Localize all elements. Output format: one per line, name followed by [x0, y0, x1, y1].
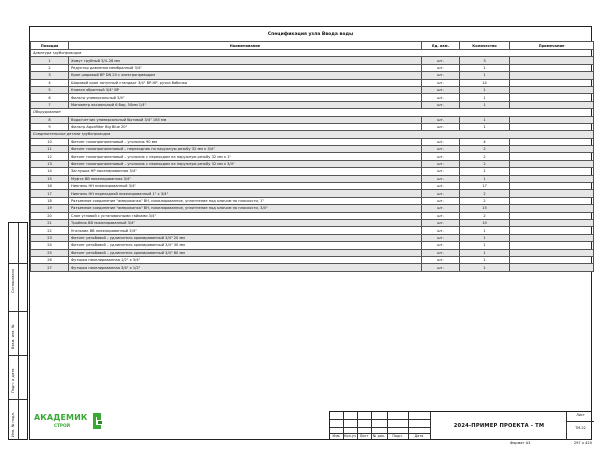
table-row — [31, 205, 594, 212]
table-row — [31, 219, 594, 226]
table-row — [31, 94, 594, 101]
cell-qty: 1 — [460, 249, 510, 256]
cell-name: Футорка никелированная 3/4" x 1/2" — [69, 264, 422, 271]
table-row — [31, 138, 594, 145]
cell-pos: 16 — [31, 183, 69, 190]
table-row — [31, 249, 594, 256]
cell-note — [510, 249, 594, 256]
stamp-label-signature: Подп. и дата — [11, 368, 15, 393]
cell-name: Клапан обратный 3/4" ВР — [69, 86, 422, 93]
cell-unit: шт. — [422, 160, 460, 167]
cell-name: Фитинг резьбовой – удлинитель хромированный 3/4" 30 мм — [69, 242, 422, 249]
cell-qty: 2 — [460, 153, 510, 160]
logo-word-sub: СТРОЙ — [54, 423, 71, 428]
tb-header-doc: № док. — [372, 434, 386, 438]
cell-pos: 27 — [31, 264, 69, 271]
cell-pos: 15 — [31, 175, 69, 182]
section-title: Арматура трубопроводов — [31, 50, 594, 57]
cell-pos: 22 — [31, 227, 69, 234]
cell-pos: 26 — [31, 256, 69, 263]
cell-name: Фитинг резьбовой – удлинитель хромированный 3/4" 20 мм — [69, 234, 422, 241]
cell-qty: 1 — [460, 123, 510, 130]
cell-qty: 1 — [460, 101, 510, 108]
cell-note — [510, 160, 594, 167]
cell-name: Разъемное соединение "американка" ВН, никелированное, уплотнение под ключом по плоскости, 1" — [69, 197, 422, 204]
cell-pos: 14 — [31, 168, 69, 175]
cell-qty: 1 — [460, 234, 510, 241]
table-row — [31, 264, 594, 271]
cell-name: Футорка никелированная 1/2" x 3/4" — [69, 256, 422, 263]
cell-unit: шт. — [422, 86, 460, 93]
table-row — [31, 153, 594, 160]
spec-section-row — [31, 109, 594, 116]
tb-header-count: Кол.уч — [344, 434, 356, 438]
cell-unit: шт. — [422, 138, 460, 145]
cell-qty: 1 — [460, 242, 510, 249]
cell-unit: шт. — [422, 242, 460, 249]
cell-unit: шт. — [422, 227, 460, 234]
cell-pos: 7 — [31, 101, 69, 108]
cell-unit: шт. — [422, 57, 460, 64]
cell-name: Слон угловой с установочными гайками 3/4" — [69, 212, 422, 219]
table-row — [31, 160, 594, 167]
cell-note — [510, 219, 594, 226]
revision-headers — [330, 433, 430, 439]
cell-pos: 10 — [31, 138, 69, 145]
cell-unit: шт. — [422, 64, 460, 71]
cell-unit: шт. — [422, 116, 460, 123]
cell-note — [510, 72, 594, 79]
cell-qty: 15 — [460, 205, 510, 212]
cell-note — [510, 168, 594, 175]
cell-note — [510, 242, 594, 249]
cell-pos: 9 — [31, 123, 69, 130]
cell-unit: шт. — [422, 153, 460, 160]
cell-unit: шт. — [422, 190, 460, 197]
spec-section-row — [31, 50, 594, 57]
cell-note — [510, 146, 594, 153]
cell-name: Фильтр универсальный 3/4" — [69, 94, 422, 101]
col-header-unit: Ед. изм. — [422, 42, 460, 50]
table-row — [31, 175, 594, 182]
section-title: Оборудование — [31, 109, 594, 116]
cell-unit: шт. — [422, 146, 460, 153]
table-row — [31, 86, 594, 93]
table-row — [31, 116, 594, 123]
cell-name: Ниппель НН переходной никелированный 1" x 3/4" — [69, 190, 422, 197]
cell-unit: шт. — [422, 234, 460, 241]
tb-header-sign: Подп. — [392, 434, 403, 438]
tb-header-sheet: Лист — [359, 434, 369, 438]
stamp-label-inventory: Инв. № подл. — [11, 412, 15, 437]
cell-pos: 17 — [31, 190, 69, 197]
cell-unit: шт. — [422, 183, 460, 190]
cell-pos: 8 — [31, 116, 69, 123]
cell-unit: шт. — [422, 256, 460, 263]
cell-qty: 10 — [460, 219, 510, 226]
cell-name: Фитинг полипропиленовый – угольник с переходом на наружную резьбу 32 мм x 3/4" — [69, 160, 422, 167]
cell-qty: 2 — [460, 212, 510, 219]
cell-note — [510, 227, 594, 234]
format-label: Формат А3 — [510, 441, 531, 445]
col-header-name: Наименование — [69, 42, 422, 50]
cell-note — [510, 234, 594, 241]
table-row — [31, 146, 594, 153]
footer-format — [510, 441, 592, 445]
cell-unit: шт. — [422, 205, 460, 212]
cell-qty: 1 — [460, 64, 510, 71]
company-logo — [34, 410, 104, 432]
logo-word-main: АКАДЕМИК — [34, 413, 88, 422]
table-row — [31, 242, 594, 249]
cell-note — [510, 123, 594, 130]
table-row — [31, 256, 594, 263]
table-row — [31, 212, 594, 219]
cell-qty: 3 — [460, 57, 510, 64]
cell-qty: 1 — [460, 72, 510, 79]
cell-name: Фитинг резьбовой – удлинитель хромированный 3/4" 80 мм — [69, 249, 422, 256]
cell-pos: 21 — [31, 219, 69, 226]
cell-unit: шт. — [422, 175, 460, 182]
cell-name: Редуктор давления мембранный 3/4" — [69, 64, 422, 71]
tb-header-date: Дата — [414, 434, 424, 438]
cell-name: Хомут трубный 3/4–28 мм — [69, 57, 422, 64]
cell-unit: шт. — [422, 123, 460, 130]
table-row — [31, 101, 594, 108]
cell-qty: 1 — [460, 116, 510, 123]
cell-note — [510, 212, 594, 219]
drawing-sheet — [29, 26, 592, 440]
spec-section-row — [31, 131, 594, 138]
sheet-cell — [566, 412, 594, 439]
table-row — [31, 168, 594, 175]
cell-name: Заглушка НР никелированная 3/4" — [69, 168, 422, 175]
cell-unit: шт. — [422, 72, 460, 79]
stamp-label-agreed: Согласовано — [11, 268, 15, 293]
cell-note — [510, 116, 594, 123]
cell-qty: 4 — [460, 138, 510, 145]
cell-pos: 23 — [31, 234, 69, 241]
cell-qty: 1 — [460, 94, 510, 101]
cell-qty: 1 — [460, 264, 510, 271]
table-row — [31, 64, 594, 71]
cell-unit: шт. — [422, 219, 460, 226]
table-row — [31, 227, 594, 234]
cell-qty: 2 — [460, 160, 510, 167]
cell-unit: шт. — [422, 94, 460, 101]
cell-unit: шт. — [422, 197, 460, 204]
cell-pos: 20 — [31, 212, 69, 219]
cell-pos: 24 — [31, 242, 69, 249]
cell-name: Ниппель НН никелированный 3/4" — [69, 183, 422, 190]
sheet-label: Лист — [576, 413, 585, 417]
cell-note — [510, 138, 594, 145]
table-row — [31, 57, 594, 64]
col-header-qty: Количество — [460, 42, 510, 50]
cell-note — [510, 57, 594, 64]
cell-qty: 1 — [460, 168, 510, 175]
cell-pos: 25 — [31, 249, 69, 256]
cell-name: Фильтр Aquafilter Big Blue 20" — [69, 123, 422, 130]
stamp-label-replaced: Взам. инв. № — [11, 324, 15, 349]
cell-name: Манометр аксиальный 6 бар, 50мм 1/4" — [69, 101, 422, 108]
cell-name: Фитинг полипропиленовый – переходник на наружную резьбу 32 мм x 3/4" — [69, 146, 422, 153]
tb-header-change: Изм. — [332, 434, 341, 438]
cell-unit: шт. — [422, 249, 460, 256]
cell-qty: 2 — [460, 197, 510, 204]
cell-note — [510, 205, 594, 212]
cell-pos: 19 — [31, 205, 69, 212]
cell-qty: 1 — [460, 256, 510, 263]
sheet-number: ТМ-22 — [575, 426, 586, 430]
cell-pos: 18 — [31, 197, 69, 204]
cell-note — [510, 190, 594, 197]
cell-qty: 1 — [460, 86, 510, 93]
cell-unit: шт. — [422, 212, 460, 219]
cell-unit: шт. — [422, 264, 460, 271]
cell-pos: 4 — [31, 79, 69, 86]
cell-note — [510, 197, 594, 204]
section-title: Соединительные детали трубопроводов — [31, 131, 594, 138]
cell-name: Разъемное соединение "американка" ВН, никелированное, уплотнение под ключом по плоскости, 3/4" — [69, 205, 422, 212]
cell-name: Муфта ВВ никелированная 3/4" — [69, 175, 422, 182]
cell-note — [510, 264, 594, 271]
cell-qty: 1 — [460, 175, 510, 182]
cell-pos: 6 — [31, 94, 69, 101]
table-row — [31, 197, 594, 204]
cell-name: Водосчетчик универсальный бытовой 3/4" 165 мм — [69, 116, 422, 123]
cell-qty: 17 — [460, 183, 510, 190]
cell-pos: 3 — [31, 72, 69, 79]
cell-pos: 2 — [31, 64, 69, 71]
cell-note — [510, 153, 594, 160]
cell-pos: 1 — [31, 57, 69, 64]
cell-note — [510, 79, 594, 86]
cell-name: Тройник ВВ никелированный 3/4" — [69, 219, 422, 226]
col-header-pos: Позиция — [31, 42, 69, 50]
table-row — [31, 79, 594, 86]
col-header-note: Примечание — [510, 42, 594, 50]
cell-pos: 12 — [31, 153, 69, 160]
cell-pos: 11 — [31, 146, 69, 153]
cell-qty: 1 — [460, 227, 510, 234]
logo-mark-icon — [91, 411, 103, 431]
spec-header-row — [31, 42, 594, 50]
cell-unit: шт. — [422, 79, 460, 86]
cell-name: Шаровой кран латунный стандарт 3/4" ВР-НР, ручка бабочка — [69, 79, 422, 86]
cell-qty: 2 — [460, 190, 510, 197]
cell-note — [510, 183, 594, 190]
cell-unit: шт. — [422, 168, 460, 175]
cell-note — [510, 94, 594, 101]
cell-note — [510, 64, 594, 71]
cell-qty: 14 — [460, 79, 510, 86]
table-row — [31, 190, 594, 197]
cell-pos: 13 — [31, 160, 69, 167]
table-row — [31, 72, 594, 79]
table-row — [31, 183, 594, 190]
format-code: 297 x 420 — [573, 441, 592, 445]
cell-name: Фитинг полипропиленовый – угольник с переходом на наружную резьбу 32 мм x 1" — [69, 153, 422, 160]
cell-unit: шт. — [422, 101, 460, 108]
title-block — [329, 411, 592, 440]
cell-qty: 2 — [460, 146, 510, 153]
cell-name: Фитинг полипропиленовый – угольник 90 мм — [69, 138, 422, 145]
cell-name: Кран шаровый ВР DN 20 с электроприводом — [69, 72, 422, 79]
cell-note — [510, 86, 594, 93]
side-stamp — [8, 222, 28, 440]
project-code: 2024-ПРИМЕР ПРОЕКТА - ТМ — [430, 412, 567, 439]
cell-note — [510, 175, 594, 182]
cell-pos: 5 — [31, 86, 69, 93]
cell-note — [510, 101, 594, 108]
spec-title: Спецификация узла Ввода воды — [30, 27, 591, 42]
table-row — [31, 234, 594, 241]
cell-name: Угольник ВВ никелированный 3/4" — [69, 227, 422, 234]
spec-table — [30, 41, 594, 272]
cell-note — [510, 256, 594, 263]
table-row — [31, 123, 594, 130]
